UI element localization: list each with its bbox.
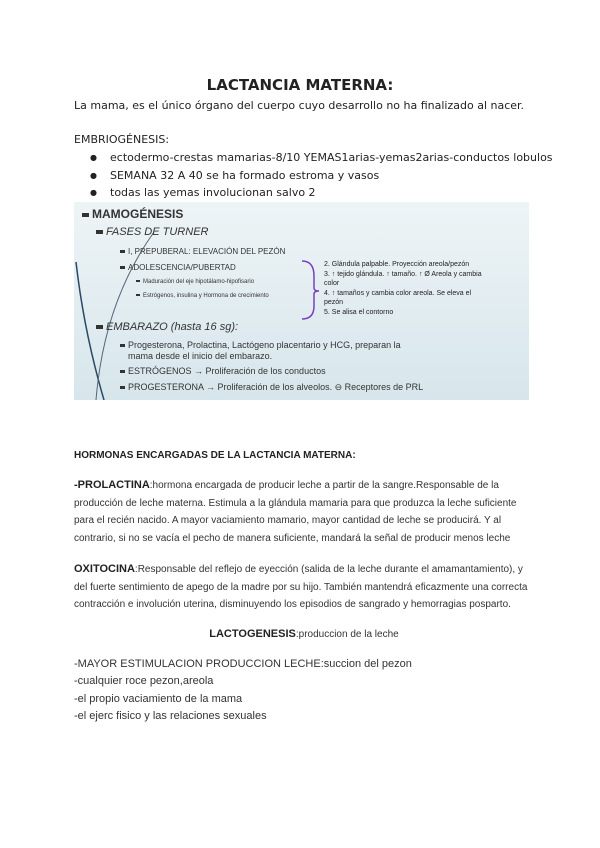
prolactina-label: -PROLACTINA [74, 479, 150, 491]
prolactina-paragraph [74, 477, 534, 547]
slide-progesterona-line2: mama desde el inicio del embarazo. [128, 351, 273, 361]
oxitocina-text: :Responsable del reflejo de eyección (salida de la leche durante el amamantamiento), y del fuerte sentimiento de apego de la madre por su hijo. También mantendrá eficazmente una correcta contracción e involución uterina, disminuyendo los episodios de sangrado y hemorragias posparto. [74, 564, 528, 610]
brace-icon [302, 261, 319, 319]
intro-text: La mama, es el único órgano del cuerpo cuyo desarrollo no ha finalizado al nacer. [74, 99, 525, 112]
lactogenesis-label: LACTOGENESIS [209, 627, 296, 640]
lacto-line: -el ejerc fisico y las relaciones sexuales [74, 710, 267, 722]
slide-stage-4: 4. ↑ tamaños y cambia color areola. Se eleva el [324, 289, 472, 297]
oxitocina-paragraph [74, 561, 534, 614]
lacto-line: -MAYOR ESTIMULACION PRODUCCION LECHE:succion del pezon [74, 657, 412, 670]
lacto-line: -cualquier roce pezon,areola [74, 675, 214, 687]
prolactina-text: :hormona encargada de producir leche a partir de la sangre.Responsable de la producción de leche materna. Estimula a la glándula mamaria para que produzca la leche suficiente para el recién nacido. A mayor vaciamiento mamario, mayor cantidad de leche se producirá. Y al contrario, si no se vacía el pecho de manera suficiente, mandará la señal de producir menos leche [74, 480, 517, 544]
slide-prepuberal: I, PREPUBERAL: ELEVACIÓN DEL PEZÓN [128, 247, 286, 256]
embrio-bullet: ● todas las yemas involucionan salvo 2 [110, 186, 316, 199]
mamogenesis-slide-image [74, 202, 529, 400]
lacto-line: -el propio vaciamiento de la mama [74, 692, 243, 705]
slide-stage-3-cont: color [324, 280, 340, 287]
slide-progesterona-line1: Progesterona, Prolactina, Lactógeno placentario y HCG, preparan la [128, 340, 401, 350]
slide-maduracion: Maduración del eje hipotálamo-hipofisario [143, 279, 255, 285]
slide-stage-3: 3. ↑ tejido glándula. ↑ tamaño. ↑ Ø Areola y cambia [324, 270, 482, 278]
embrio-bullet: ● SEMANA 32 A 40 se ha formado estroma y vasos [110, 169, 379, 182]
hormonas-heading: HORMONAS ENCARGADAS DE LA LACTANCIA MATERNA: [74, 450, 356, 461]
slide-stage-5: 5. Se alisa el contorno [324, 308, 394, 316]
slide-adolescencia: ADOLESCENCIA/PUBERTAD [128, 263, 236, 272]
hormonas-section [74, 450, 534, 726]
slide-embarazo: EMBARAZO (hasta 16 sg): [106, 321, 239, 333]
slide-estrogenos-insulina: Estrógenos, insulina y Hormona de crecimiento [143, 293, 269, 299]
slide-estrogenos: ESTRÓGENOS → Proliferación de los conductos [128, 366, 326, 376]
oxitocina-label: OXITOCINA [74, 563, 135, 575]
slide-heading-mamogenesis: MAMOGÉNESIS [92, 207, 184, 221]
slide-stage-2: 2. Glándula palpable. Proyección areola/pezón [324, 261, 470, 268]
lactogenesis-heading [74, 628, 534, 640]
slide-progesterona: PROGESTERONA → Proliferación de los alveolos. ⊖ Receptores de PRL [128, 382, 424, 392]
embrio-bullet: ● ectodermo-crestas mamarias-8/10 YEMAS1arias-yemas2arias-conductos lobulos [110, 151, 553, 164]
lactogenesis-text: :produccion de la leche [295, 628, 399, 640]
slide-fases: FASES DE TURNER [106, 226, 209, 238]
slide-stage-4-cont: pezón [324, 299, 344, 306]
embrio-heading: EMBRIOGÉNESIS: [74, 133, 170, 146]
page-title: LACTANCIA MATERNA: [206, 76, 394, 94]
